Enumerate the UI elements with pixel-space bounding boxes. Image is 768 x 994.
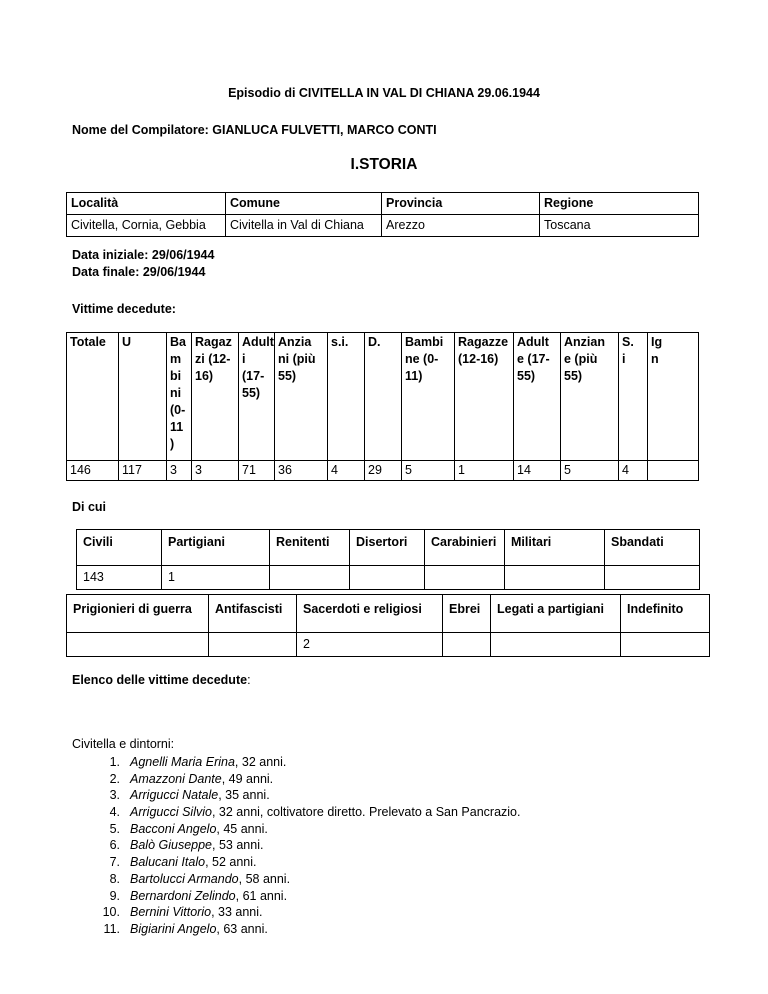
ragazze-value: 1 [455, 461, 514, 481]
victims-list [102, 754, 521, 938]
anziani-value: 36 [275, 461, 328, 481]
bambine-value: 5 [402, 461, 455, 481]
list-label-colon: : [247, 673, 251, 687]
di-cui-label: Di cui [72, 500, 107, 514]
location-value: Civitella, Cornia, Gebbia [67, 215, 226, 237]
partigiani-header: Partigiani [162, 530, 270, 566]
location-table [66, 192, 699, 237]
other-category-table [66, 594, 710, 657]
si-header: s.i. [328, 333, 365, 461]
adulte-value: 14 [514, 461, 561, 481]
adulti-header: Adult i (17- 55) [239, 333, 275, 461]
regione-value: Toscana [540, 215, 699, 237]
provincia-value: Arezzo [382, 215, 540, 237]
ign-header: Ig n [648, 333, 699, 461]
legati-partigiani-value [491, 633, 621, 657]
ragazzi-value: 3 [192, 461, 239, 481]
sacerdoti-header: Sacerdoti e religiosi [297, 595, 443, 633]
ragazze-header: Ragazze (12-16) [455, 333, 514, 461]
donne-header: D. [365, 333, 402, 461]
list-item: 2. Amazzoni Dante, 49 anni. [109, 771, 274, 786]
prigionieri-value [67, 633, 209, 657]
list-item: 4. Arrigucci Silvio, 32 anni, coltivatore diretto. Prelevato a San Pancrazio. [109, 805, 521, 820]
antifascisti-header: Antifascisti [209, 595, 297, 633]
donne-value: 29 [365, 461, 402, 481]
regione-header: Regione [540, 193, 699, 215]
list-label: Elenco delle vittime decedute [72, 673, 248, 687]
victims-table [66, 332, 699, 481]
indefinito-header: Indefinito [621, 595, 710, 633]
s-i-value: 4 [619, 461, 648, 481]
list-item: 6. Balò Giuseppe, 53 anni. [109, 838, 264, 853]
renitenti-header: Renitenti [270, 530, 350, 566]
s-i-header: S. i [619, 333, 648, 461]
si-value: 4 [328, 461, 365, 481]
date-end: Data finale: 29/06/1944 [72, 265, 206, 279]
militari-value [505, 566, 605, 590]
ebrei-value [443, 633, 491, 657]
list-item: 10. Bernini Vittorio, 33 anni. [102, 905, 263, 920]
anziani-header: Anzia ni (più 55) [275, 333, 328, 461]
list-heading [72, 673, 251, 687]
civili-header: Civili [77, 530, 162, 566]
disertori-value [350, 566, 425, 590]
list-item: 1. Agnelli Maria Erina, 32 anni. [109, 755, 287, 769]
sacerdoti-value: 2 [297, 633, 443, 657]
renitenti-value [270, 566, 350, 590]
episode-title: Episodio di CIVITELLA IN VAL DI CHIANA 29.06.1944 [228, 86, 540, 100]
bambini-value: 3 [167, 461, 192, 481]
partigiani-value: 1 [162, 566, 270, 590]
carabinieri-value [425, 566, 505, 590]
uomini-value: 117 [119, 461, 167, 481]
prigionieri-header: Prigionieri di guerra [67, 595, 209, 633]
provincia-header: Provincia [382, 193, 540, 215]
date-start: Data iniziale: 29/06/1944 [72, 248, 215, 262]
compiler-line: Nome del Compilatore: GIANLUCA FULVETTI, MARCO CONTI [72, 123, 437, 137]
victims-label: Vittime decedute: [72, 302, 176, 316]
comune-value: Civitella in Val di Chiana [226, 215, 382, 237]
legati-partigiani-header: Legati a partigiani [491, 595, 621, 633]
antifascisti-value [209, 633, 297, 657]
ign-value [648, 461, 699, 481]
sbandati-value [605, 566, 700, 590]
totale-header: Totale [67, 333, 119, 461]
bambini-header: Ba m bi ni (0- 11 ) [167, 333, 192, 461]
list-item: 7. Balucani Italo, 52 anni. [109, 855, 257, 870]
comune-header: Comune [226, 193, 382, 215]
list-item: 5. Bacconi Angelo, 45 anni. [109, 821, 268, 836]
bambine-header: Bambi ne (0- 11) [402, 333, 455, 461]
civili-value: 143 [77, 566, 162, 590]
area-label: Civitella e dintorni: [72, 737, 175, 751]
carabinieri-header: Carabinieri [425, 530, 505, 566]
adulte-header: Adult e (17- 55) [514, 333, 561, 461]
adulti-value: 71 [239, 461, 275, 481]
anziane-header: Anzian e (più 55) [561, 333, 619, 461]
section-title: I.STORIA [350, 156, 418, 173]
ragazzi-header: Ragaz zi (12- 16) [192, 333, 239, 461]
ebrei-header: Ebrei [443, 595, 491, 633]
totale-value: 146 [67, 461, 119, 481]
list-item: 3. Arrigucci Natale, 35 anni. [109, 788, 270, 803]
uomini-header: U [119, 333, 167, 461]
category-table [76, 529, 700, 590]
list-item: 9. Bernardoni Zelindo, 61 anni. [109, 888, 288, 903]
list-item: 11. Bigiarini Angelo, 63 anni. [103, 921, 268, 936]
location-header: Località [67, 193, 226, 215]
disertori-header: Disertori [350, 530, 425, 566]
list-item: 8. Bartolucci Armando, 58 anni. [109, 871, 291, 886]
militari-header: Militari [505, 530, 605, 566]
sbandati-header: Sbandati [605, 530, 700, 566]
indefinito-value [621, 633, 710, 657]
anziane-value: 5 [561, 461, 619, 481]
